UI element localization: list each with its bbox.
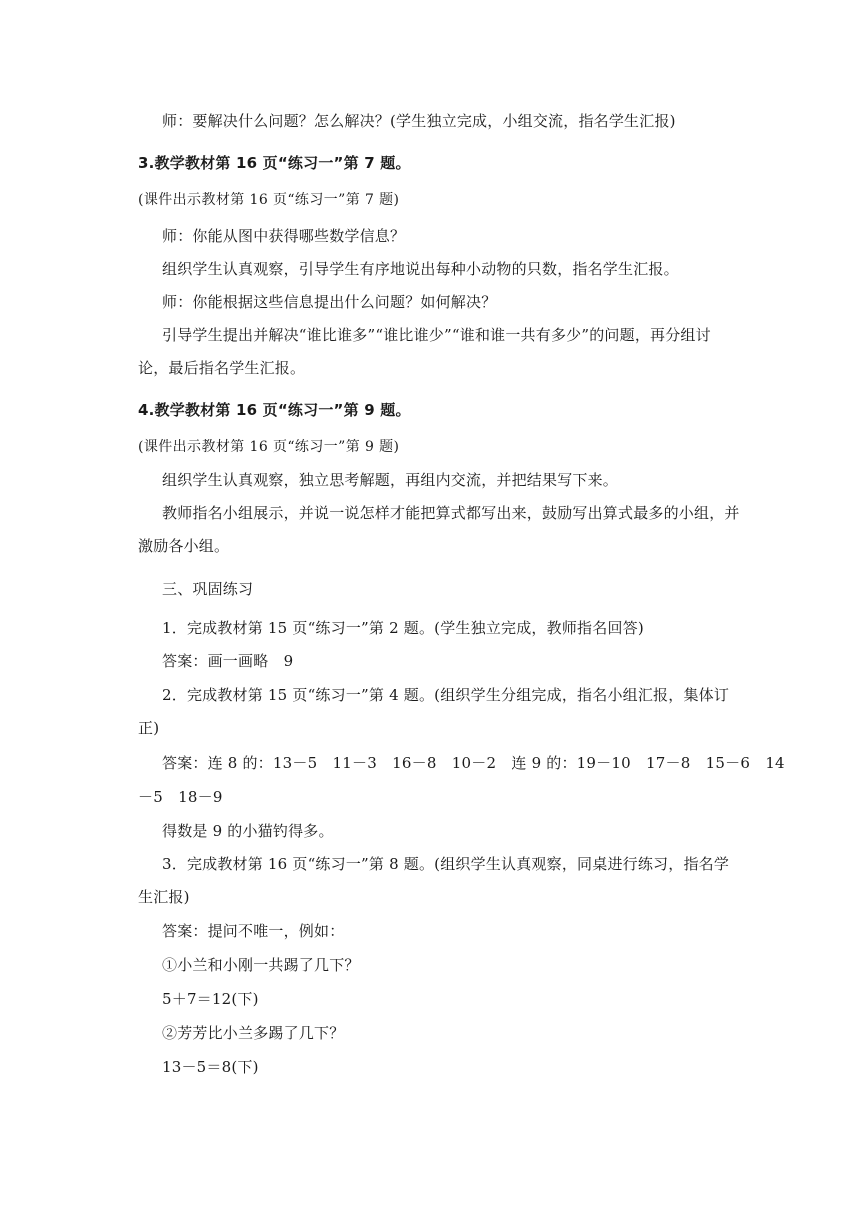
question-1: ①小兰和小刚一共踢了几下？	[162, 956, 360, 974]
answer-1: 答案：画一画略 9	[162, 652, 294, 670]
equation-2: 13－5＝8(下)	[162, 1058, 259, 1076]
paragraph-observe: 组织学生认真观察，引导学生有序地说出每种小动物的只数，指名学生汇报。	[162, 260, 679, 278]
exercise-2-cont: 正)	[138, 719, 160, 737]
exercise-3: 3．完成教材第 16 页“练习一”第 8 题。(组织学生认真观察，同桌进行练习，指名学	[162, 855, 730, 873]
courseware-note-9: (课件出示教材第 16 页“练习一”第 9 题)	[138, 439, 400, 455]
answer-3: 答案：提问不唯一，例如：	[162, 922, 345, 940]
courseware-note-7: (课件出示教材第 16 页“练习一”第 7 题)	[138, 192, 400, 208]
heading-item-3: 3.教学教材第 16 页“练习一”第 7 题。	[138, 154, 411, 172]
paragraph-show: 教师指名小组展示，并说一说怎样才能把算式都写出来，鼓励写出算式最多的小组，并	[162, 504, 740, 522]
section-heading-practice: 三、巩固练习	[162, 580, 254, 598]
exercise-2: 2．完成教材第 15 页“练习一”第 4 题。(组织学生分组完成，指名小组汇报，集体订	[162, 686, 730, 704]
exercise-3-cont: 生汇报)	[138, 888, 190, 906]
answer-2: 答案：连 8 的：13－5 11－3 16－8 10－2 连 9 的：19－10 17－8 15－6 14	[162, 754, 785, 772]
paragraph-guide: 引导学生提出并解决“谁比谁多”“谁比谁少”“谁和谁一共有多少”的问题，再分组讨	[162, 326, 711, 344]
paragraph-teacher-propose: 师：你能根据这些信息提出什么问题？如何解决？	[162, 293, 497, 311]
answer-2-note: 得数是 9 的小猫钓得多。	[162, 822, 334, 840]
equation-1: 5＋7＝12(下)	[162, 990, 259, 1008]
paragraph-show-cont: 激励各小组。	[138, 537, 230, 555]
paragraph-think: 组织学生认真观察，独立思考解题，再组内交流，并把结果写下来。	[162, 471, 619, 489]
paragraph-teacher-info: 师：你能从图中获得哪些数学信息？	[162, 227, 406, 245]
question-2: ②芳芳比小兰多踢了几下？	[162, 1024, 345, 1042]
paragraph-guide-cont: 论，最后指名学生汇报。	[138, 359, 306, 377]
exercise-1: 1．完成教材第 15 页“练习一”第 2 题。(学生独立完成，教师指名回答)	[162, 619, 644, 637]
answer-2-cont: －5 18－9	[138, 788, 223, 806]
heading-item-4: 4.教学教材第 16 页“练习一”第 9 题。	[138, 401, 411, 419]
paragraph-teacher-question: 师：要解决什么问题？怎么解决？(学生独立完成，小组交流，指名学生汇报)	[162, 112, 676, 130]
